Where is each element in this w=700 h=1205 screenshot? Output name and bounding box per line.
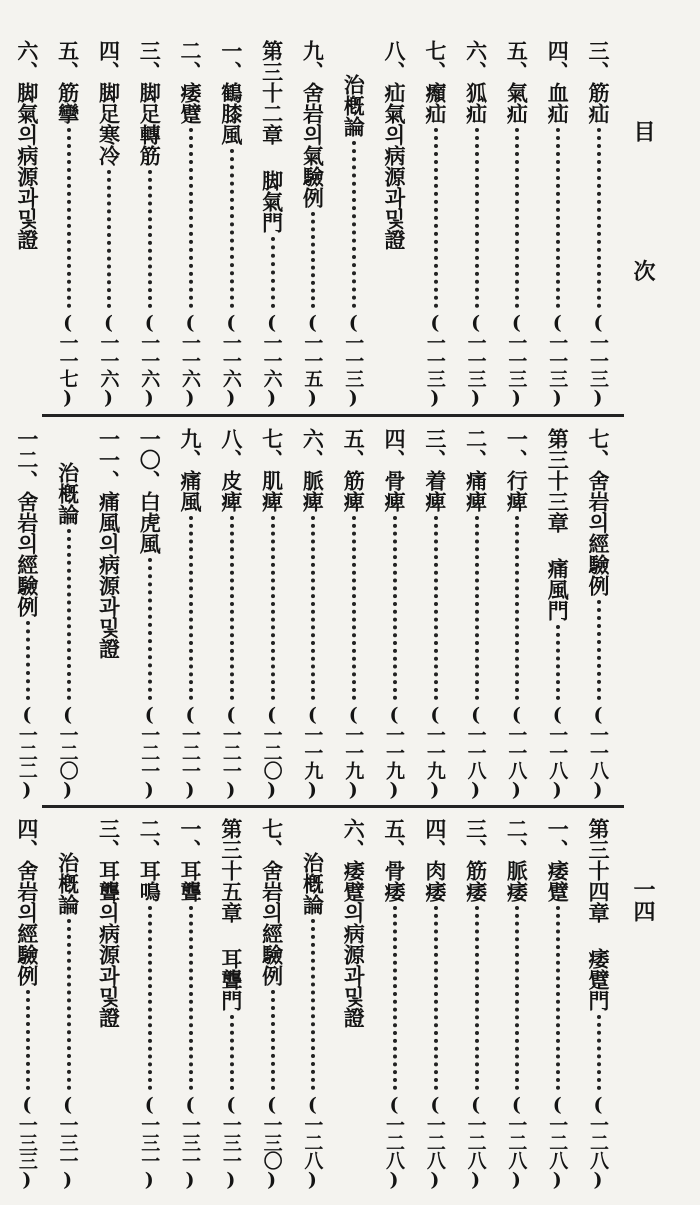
- entry-title: 第三十五章 耳聾門: [218, 818, 244, 1011]
- entry-number: 二、: [137, 818, 163, 860]
- dot-leader: [513, 516, 520, 700]
- entry-number: 一二、: [14, 428, 40, 491]
- dot-leader: [23, 621, 30, 700]
- dot-leader: [513, 906, 520, 1090]
- dot-leader: [390, 906, 397, 1090]
- entry-title: 骨痺: [382, 470, 408, 512]
- dot-leader: [431, 128, 438, 308]
- entry-number: 七、: [422, 40, 448, 82]
- entry-number: 七、: [259, 428, 285, 470]
- toc-section-2: [6, 428, 618, 800]
- entry-title: 氣疝: [504, 82, 530, 124]
- entry-number: 四、: [96, 40, 122, 82]
- toc-entry: [373, 428, 414, 800]
- toc-entry: [47, 428, 88, 800]
- toc-entry: [292, 40, 333, 408]
- toc-entry: [251, 40, 292, 408]
- dot-leader: [145, 558, 152, 700]
- entry-title: 耳鳴: [137, 860, 163, 902]
- toc-entry: [88, 428, 129, 800]
- entry-title: 行痺: [504, 470, 530, 512]
- entry-page: (一一八): [464, 704, 487, 800]
- entry-title: 脚足轉筋: [137, 82, 163, 166]
- toc-entry: [210, 818, 251, 1190]
- entry-title: 筋攣: [55, 82, 81, 124]
- entry-page: (一三一): [179, 1094, 202, 1190]
- entry-page: (一三一): [138, 1094, 161, 1190]
- dot-leader: [594, 600, 601, 700]
- toc-entry: [577, 818, 618, 1190]
- toc-entry: [128, 40, 169, 408]
- entry-page: (一二八): [587, 1094, 609, 1190]
- entry-page: (一二〇): [56, 704, 79, 800]
- dot-leader: [227, 1015, 234, 1090]
- page-title: 目 次: [630, 120, 656, 337]
- entry-title: 舍岩의經驗例: [14, 860, 40, 986]
- entry-title: 肌痺: [259, 470, 285, 512]
- entry-page: (一一三): [546, 312, 569, 408]
- entry-number: 二、: [463, 428, 489, 470]
- entry-title: 血疝: [545, 82, 571, 124]
- entry-title: 筋痺: [341, 470, 367, 512]
- entry-page: (一一六): [219, 312, 242, 408]
- entry-number: 八、: [218, 428, 244, 470]
- dot-leader: [472, 516, 479, 700]
- entry-page: (一二八): [505, 1094, 528, 1190]
- dot-leader: [309, 919, 316, 1090]
- entry-number: 六、: [300, 428, 326, 470]
- dot-leader: [145, 170, 152, 308]
- entry-number: 一、: [178, 818, 204, 860]
- entry-page: (一一九): [383, 704, 406, 800]
- dot-leader: [64, 529, 71, 700]
- toc-entry: [577, 428, 618, 800]
- toc-entry: [128, 428, 169, 800]
- dot-leader: [553, 906, 560, 1090]
- entry-page: (一二一): [179, 704, 202, 800]
- toc-entry: [210, 428, 251, 800]
- toc-entry: [169, 818, 210, 1190]
- dot-leader: [349, 516, 356, 700]
- entry-page: (一一九): [301, 704, 324, 800]
- dot-leader: [227, 149, 234, 308]
- toc-entry: [128, 818, 169, 1190]
- toc-entry: [577, 40, 618, 408]
- entry-number: 一、: [545, 818, 571, 860]
- toc-entry: [414, 818, 455, 1190]
- entry-page: (一三〇): [260, 1094, 283, 1190]
- entry-page: (一一八): [546, 704, 569, 800]
- entry-number: 四、: [545, 40, 571, 82]
- entry-title: 鶴膝風: [218, 82, 244, 145]
- entry-page: (一二一): [138, 704, 161, 800]
- entry-number: 三、: [96, 818, 122, 860]
- entry-number: 七、: [586, 428, 611, 470]
- toc-entry: [496, 428, 537, 800]
- entry-title: 着痺: [422, 470, 448, 512]
- toc-entry: [332, 428, 373, 800]
- entry-number: 一一、: [96, 428, 122, 491]
- entry-page: (一三一): [219, 1094, 242, 1190]
- toc-entry: [169, 40, 210, 408]
- entry-title: 治槪論: [55, 462, 81, 525]
- dot-leader: [268, 516, 275, 700]
- dot-leader: [186, 516, 193, 700]
- entry-title: 治槪論: [55, 852, 81, 915]
- entry-title: 狐疝: [463, 82, 489, 124]
- dot-leader: [553, 128, 560, 308]
- entry-page: (一二八): [464, 1094, 487, 1190]
- entry-page: (一二八): [546, 1094, 569, 1190]
- entry-number: 三、: [586, 40, 611, 82]
- entry-title: 皮痺: [218, 470, 244, 512]
- dot-leader: [309, 212, 316, 308]
- entry-title: 舍岩의經驗例: [14, 491, 40, 617]
- entry-page: (一一三): [587, 312, 609, 408]
- entry-title: 疝氣의病源과및證: [382, 82, 408, 250]
- dot-leader: [227, 516, 234, 700]
- entry-page: (一一六): [97, 312, 120, 408]
- entry-title: 脈痺: [300, 470, 326, 512]
- entry-title: 第三十二章 脚氣門: [259, 40, 285, 233]
- section-divider: [42, 805, 624, 808]
- toc-entry: [455, 818, 496, 1190]
- entry-number: 七、: [259, 818, 285, 860]
- dot-leader: [105, 170, 112, 308]
- toc-entry: [414, 428, 455, 800]
- entry-title: 㿗疝: [422, 82, 448, 124]
- dot-leader: [186, 906, 193, 1090]
- dot-leader: [64, 128, 71, 308]
- entry-number: 四、: [14, 818, 40, 860]
- entry-title: 第三十三章 痛風門: [545, 428, 571, 621]
- entry-title: 舍岩의經驗例: [586, 470, 611, 596]
- toc-entry: [88, 818, 129, 1190]
- toc-entry: [332, 40, 373, 408]
- dot-leader: [594, 128, 601, 308]
- toc-entry: [536, 818, 577, 1190]
- entry-page: (一一三): [505, 312, 528, 408]
- dot-leader: [513, 128, 520, 308]
- entry-number: 五、: [504, 40, 530, 82]
- dot-leader: [145, 906, 152, 1090]
- entry-title: 脈痿: [504, 860, 530, 902]
- entry-page: (一二一): [219, 704, 242, 800]
- entry-title: 骨痿: [382, 860, 408, 902]
- toc-entry: [6, 40, 47, 408]
- dot-leader: [390, 516, 397, 700]
- dot-leader: [553, 625, 560, 700]
- entry-page: (一三三): [15, 1094, 38, 1190]
- entry-page: (一二八): [423, 1094, 446, 1190]
- entry-number: 六、: [14, 40, 40, 82]
- entry-title: 治槪論: [300, 852, 326, 915]
- entry-number: 三、: [463, 818, 489, 860]
- entry-page: (一一六): [138, 312, 161, 408]
- dot-leader: [64, 919, 71, 1090]
- toc-entry: [536, 40, 577, 408]
- entry-title: 白虎風: [137, 491, 163, 554]
- entry-title: 肉痿: [422, 860, 448, 902]
- entry-title: 治槪論: [341, 74, 367, 137]
- dot-leader: [594, 1015, 601, 1090]
- toc-entry: [251, 428, 292, 800]
- toc-entry: [455, 40, 496, 408]
- entry-page: (一二八): [383, 1094, 406, 1190]
- toc-section-1: [6, 40, 618, 408]
- entry-title: 舍岩의氣驗例: [300, 82, 326, 208]
- dot-leader: [309, 516, 316, 700]
- toc-entry: [6, 428, 47, 800]
- dot-leader: [431, 906, 438, 1090]
- entry-number: 六、: [341, 818, 367, 860]
- entry-title: 痛風의病源과및證: [96, 491, 122, 659]
- toc-entry: [455, 428, 496, 800]
- entry-number: 二、: [178, 40, 204, 82]
- dot-leader: [431, 516, 438, 700]
- dot-leader: [23, 990, 30, 1090]
- entry-number: 四、: [422, 818, 448, 860]
- entry-title: 痛痺: [463, 470, 489, 512]
- entry-title: 痿躄: [178, 82, 204, 124]
- entry-page: (一二八): [301, 1094, 324, 1190]
- toc-entry: [292, 818, 333, 1190]
- entry-number: 一、: [504, 428, 530, 470]
- dot-leader: [268, 990, 275, 1090]
- entry-title: 第三十四章 痿躄門: [586, 818, 611, 1011]
- toc-entry: [332, 818, 373, 1190]
- entry-number: 八、: [382, 40, 408, 82]
- entry-number: 一〇、: [137, 428, 163, 491]
- entry-page: (一一七): [56, 312, 79, 408]
- dot-leader: [472, 128, 479, 308]
- entry-title: 舍岩의經驗例: [259, 860, 285, 986]
- entry-page: (一二〇): [260, 704, 283, 800]
- entry-title: 痿躄의病源과및證: [341, 860, 367, 1028]
- toc-entry: [47, 818, 88, 1190]
- entry-page: (一一九): [342, 704, 365, 800]
- entry-number: 一、: [218, 40, 244, 82]
- toc-entry: [47, 40, 88, 408]
- toc-entry: [251, 818, 292, 1190]
- toc-entry: [496, 818, 537, 1190]
- dot-leader: [472, 906, 479, 1090]
- entry-page: (一一五): [301, 312, 324, 408]
- entry-number: 五、: [55, 40, 81, 82]
- entry-page: (一一六): [260, 312, 283, 408]
- toc-entry: [6, 818, 47, 1190]
- toc-entry: [373, 818, 414, 1190]
- toc-entry: [210, 40, 251, 408]
- entry-title: 痿躄: [545, 860, 571, 902]
- toc-section-3: [6, 818, 618, 1190]
- toc-entry: [88, 40, 129, 408]
- entry-title: 筋疝: [586, 82, 611, 124]
- entry-page: (一一八): [587, 704, 609, 800]
- toc-entry: [169, 428, 210, 800]
- dot-leader: [349, 141, 356, 308]
- entry-title: 耳聾의病源과및證: [96, 860, 122, 1028]
- toc-entry: [373, 40, 414, 408]
- entry-number: 九、: [178, 428, 204, 470]
- toc-entry: [414, 40, 455, 408]
- entry-title: 痛風: [178, 470, 204, 512]
- toc-entry: [292, 428, 333, 800]
- entry-number: 九、: [300, 40, 326, 82]
- entry-number: 五、: [382, 818, 408, 860]
- entry-title: 耳聾: [178, 860, 204, 902]
- entry-page: (一一三): [464, 312, 487, 408]
- entry-number: 六、: [463, 40, 489, 82]
- toc-entry: [536, 428, 577, 800]
- page-number: 一四: [630, 878, 656, 922]
- entry-number: 五、: [341, 428, 367, 470]
- toc-entry: [496, 40, 537, 408]
- dot-leader: [268, 237, 275, 308]
- entry-page: (一三一): [56, 1094, 79, 1190]
- entry-title: 筋痿: [463, 860, 489, 902]
- entry-page: (一一八): [505, 704, 528, 800]
- dot-leader: [186, 128, 193, 308]
- entry-page: (一一九): [423, 704, 446, 800]
- entry-number: 三、: [137, 40, 163, 82]
- entry-title: 脚氣의病源과및證: [14, 82, 40, 250]
- entry-page: (一二二): [15, 704, 38, 800]
- entry-title: 脚足寒冷: [96, 82, 122, 166]
- entry-number: 四、: [382, 428, 408, 470]
- entry-number: 三、: [422, 428, 448, 470]
- entry-number: 二、: [504, 818, 530, 860]
- entry-page: (一一三): [423, 312, 446, 408]
- section-divider: [42, 414, 624, 417]
- entry-page: (一一六): [179, 312, 202, 408]
- entry-page: (一一三): [342, 312, 365, 408]
